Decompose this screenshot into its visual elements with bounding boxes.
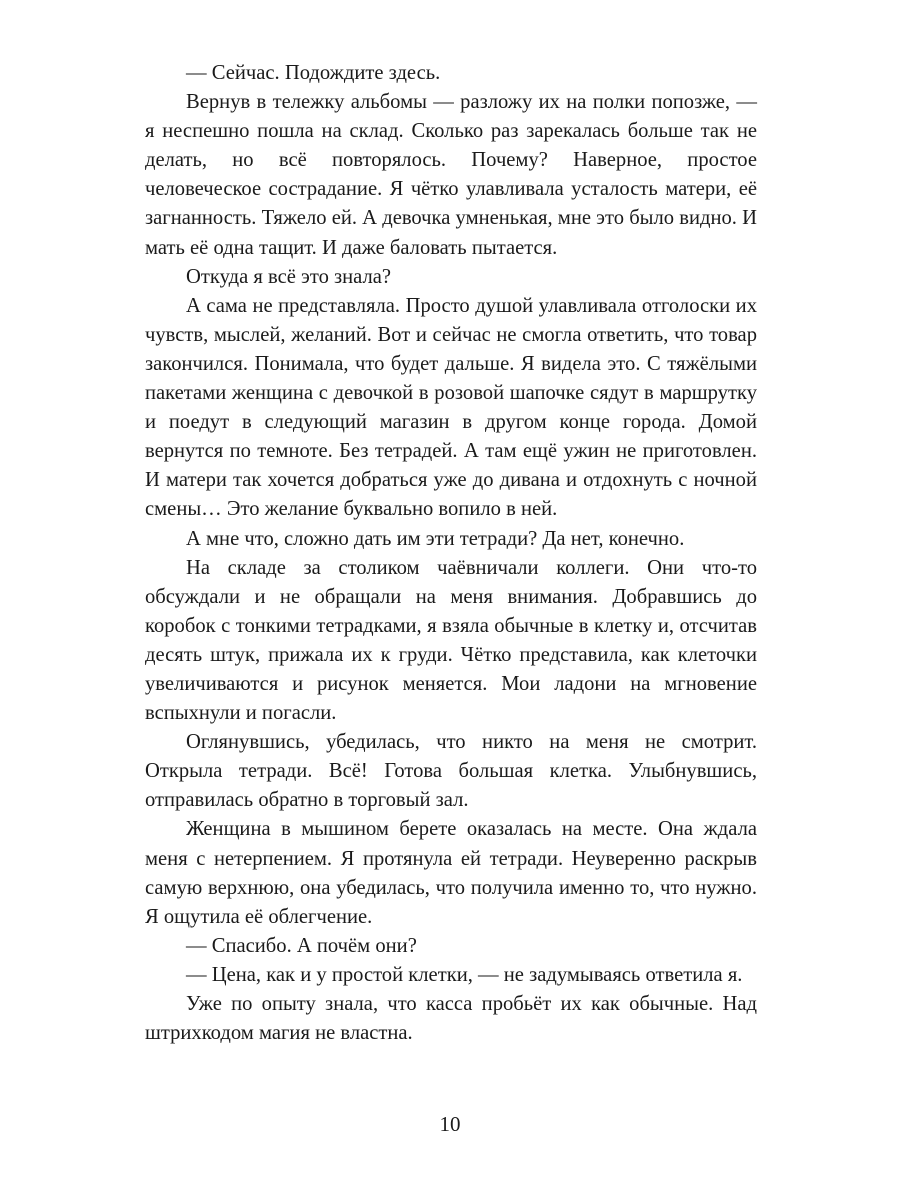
paragraph: Откуда я всё это знала? <box>186 265 392 288</box>
paragraph: — Цена, как и у простой клетки, — не задумываясь ответила я. <box>186 963 743 986</box>
paragraph: На складе за столиком чаёвничали коллеги. Они что-то обсуждали и не обращали на меня внимания. Добравшись до коробок с тонкими тетрадками, я взяла обычные в клетку и, отсчитав десять штук, прижала их к груди. Чётко представила, как клеточки увеличиваются и рисунок меняется. Мои ладони на мгновение вспыхнули и погасли. <box>145 556 757 725</box>
page-number: 10 <box>439 1112 461 1136</box>
paragraph: — Сейчас. Подождите здесь. <box>186 62 441 84</box>
paragraph: А мне что, сложно дать им эти тетради? Да нет, конечно. <box>186 527 685 550</box>
paragraph: Женщина в мышином берете оказалась на месте. Она ждала меня с нетерпением. Я протянула ей тетради. Неуверенно раскрыв самую верхнюю, она убедилась, что получила именно то, что нужно. Я ощутила её облегчение. <box>145 818 757 928</box>
body-text <box>145 59 757 1048</box>
paragraph: — Спасибо. А почём они? <box>186 934 417 957</box>
paragraph: А сама не представляла. Просто душой улавливала отголоски их чувств, мыслей, желаний. Вот и сейчас не смогла ответить, что товар закончился. Понимала, что будет дальше. Я видела это. С тяжёлыми пакетами женщина с девочкой в розовой шапочке сядут в маршрутку и поедут в следующий магазин в другом конце города. Домой вернутся по темноте. Без тетрадей. А там ещё ужин не приготовлен. И матери так хочется добраться уже до дивана и отдохнуть с ночной смены… Это желание буквально вопило в ней. <box>145 294 757 521</box>
paragraph: Уже по опыту знала, что касса пробьёт их как обычные. Над штрихкодом магия не властна. <box>145 993 757 1045</box>
paragraph: Оглянувшись, убедилась, что никто на меня не смотрит. Открыла тетради. Всё! Готова большая клетка. Улыбнувшись, отправилась обратно в торговый зал. <box>145 731 757 812</box>
paragraph: Вернув в тележку альбомы — разложу их на полки попозже, — я неспешно пошла на склад. Сколько раз зарекалась больше так не делать, но всё повторялось. Почему? Наверное, простое человеческое сострадание. Я чётко улавливала усталость матери, её загнанность. Тяжело ей. А девочка умненькая, мне это было видно. И мать её одна тащит. И даже баловать пытается. <box>145 91 757 259</box>
